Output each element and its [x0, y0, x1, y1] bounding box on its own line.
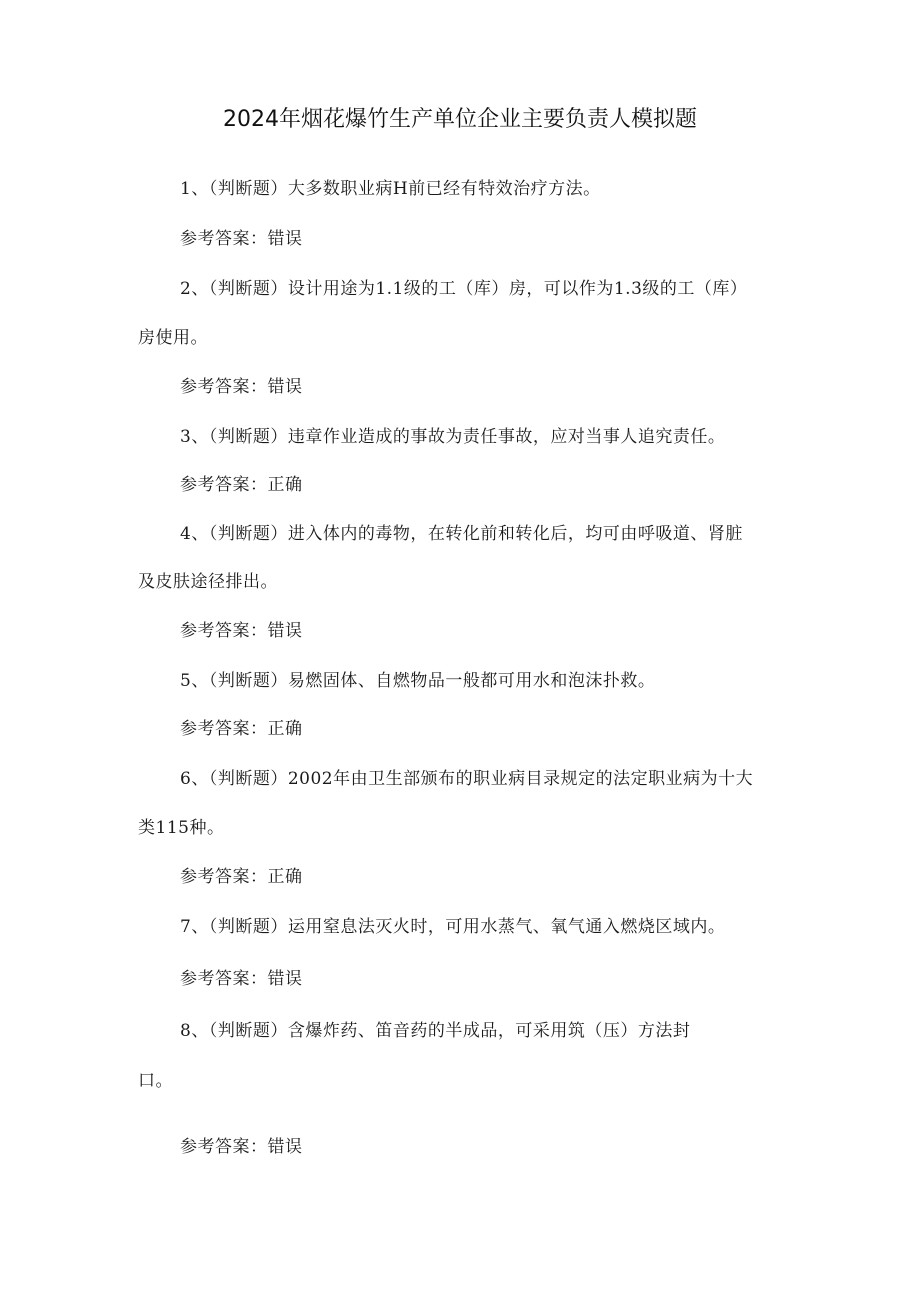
answer-3: 参考答案：正确	[180, 475, 303, 495]
answer-2: 参考答案：错误	[180, 377, 303, 397]
question-1: 1、（判断题）大多数职业病H前已经有特效治疗方法。	[180, 179, 601, 199]
question-6-continued: 类115种。	[138, 818, 225, 838]
question-5: 5、（判断题）易燃固体、自燃物品一般都可用水和泡沫扑救。	[180, 671, 656, 691]
question-7: 7、（判断题）运用窒息法灭火时，可用水蒸气、氧气通入燃烧区域内。	[180, 917, 726, 937]
page-title: 2024年烟花爆竹生产单位企业主要负责人模拟题	[223, 107, 697, 132]
answer-5: 参考答案：正确	[180, 719, 303, 739]
answer-1: 参考答案：错误	[180, 229, 303, 249]
answer-4: 参考答案：错误	[180, 621, 303, 641]
answer-6: 参考答案：正确	[180, 867, 303, 887]
question-2-continued: 房使用。	[138, 328, 208, 348]
question-2: 2、（判断题）设计用途为1.1级的工（库）房，可以作为1.3级的工（库）	[180, 279, 748, 299]
answer-7: 参考答案：错误	[180, 969, 303, 989]
question-8-continued: 口。	[138, 1071, 173, 1091]
question-3: 3、（判断题）违章作业造成的事故为责任事故，应对当事人追究责任。	[180, 427, 726, 447]
question-8: 8、（判断题）含爆炸药、笛音药的半成品，可采用筑（压）方法封	[180, 1021, 691, 1041]
question-4: 4、（判断题）进入体内的毒物，在转化前和转化后，均可由呼吸道、肾脏	[180, 524, 743, 544]
question-6: 6、（判断题）2002年由卫生部颁布的职业病目录规定的法定职业病为十大	[180, 769, 754, 789]
answer-8: 参考答案：错误	[180, 1137, 303, 1157]
question-4-continued: 及皮肤途径排出。	[138, 572, 278, 592]
